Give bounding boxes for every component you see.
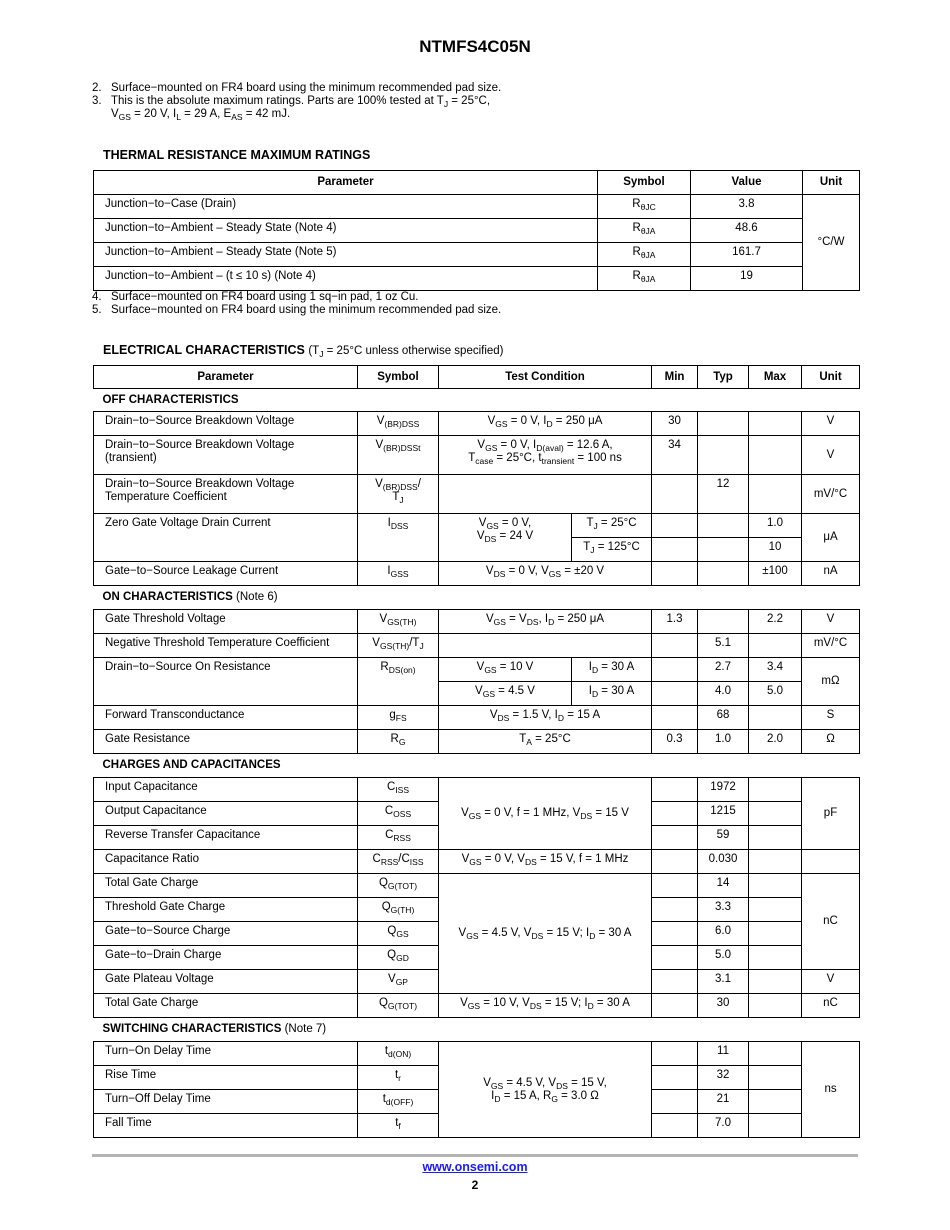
typ: 5.0 xyxy=(698,946,749,970)
max xyxy=(749,946,802,970)
min xyxy=(652,778,698,802)
symbol: $R_{DS(on)}$ xyxy=(358,658,439,706)
note-text: Surface−mounted on FR4 board using the minimum recommended pad size. xyxy=(111,82,502,94)
document-title: NTMFS4C05N xyxy=(419,37,531,56)
electrical-title-text: ELECTRICAL CHARACTERISTICS xyxy=(103,343,305,357)
symbol: $V_{(BR)DSSt}$ xyxy=(358,436,439,475)
section-title: ON CHARACTERISTICS xyxy=(102,591,233,603)
section-row xyxy=(94,754,860,778)
section-row xyxy=(94,1018,860,1042)
table-row xyxy=(94,514,860,538)
typ: 7.0 xyxy=(698,1114,749,1138)
test-condition: $T_A = 25^\circ C$ xyxy=(439,730,652,754)
table-row xyxy=(94,658,860,682)
min xyxy=(652,475,698,514)
note-5 xyxy=(92,304,501,317)
symbol: $t_f$ xyxy=(358,1114,439,1138)
value: 19 xyxy=(691,267,803,291)
min xyxy=(652,922,698,946)
table-row xyxy=(94,412,860,436)
test-condition: $V_{GS} = 4.5$ V, $V_{DS} = 15$ V; $I_D = 30$ A xyxy=(439,874,652,994)
typ xyxy=(698,562,749,586)
parameter: Input Capacitance xyxy=(94,778,358,802)
parameter: Turn−Off Delay Time xyxy=(94,1090,358,1114)
note-text: This is the absolute maximum ratings. Parts are 100% tested at $T_J = 25^\circ C$, $V_{GS} = 20$ V, $I_L = 29$ A, $E_{AS} = 42$ mJ. xyxy=(111,95,491,122)
sub-condition: $T_J = 25^\circ C$ xyxy=(572,514,652,538)
max xyxy=(749,1090,802,1114)
table-row xyxy=(94,850,860,874)
note-text: Surface−mounted on FR4 board using 1 sq−in pad, 1 oz Cu. xyxy=(111,291,419,303)
thermal-title: THERMAL RESISTANCE MAXIMUM RATINGS xyxy=(103,148,371,162)
test-condition: $V_{GS} = V_{DS}$, $I_D = 250$ μA xyxy=(439,610,652,634)
min xyxy=(652,1042,698,1066)
parameter: Total Gate Charge xyxy=(94,874,358,898)
footer-divider xyxy=(92,1154,858,1157)
symbol: $Q_{G(TOT)}$ xyxy=(358,994,439,1018)
note-2 xyxy=(92,82,501,95)
unit: ns xyxy=(802,1042,860,1138)
typ: 6.0 xyxy=(698,922,749,946)
header-value: Value xyxy=(691,171,803,195)
section-note: (Note 7) xyxy=(284,1023,327,1035)
table-row xyxy=(94,610,860,634)
max xyxy=(749,850,802,874)
table-row xyxy=(94,219,860,243)
min xyxy=(652,1090,698,1114)
typ: 12 xyxy=(698,475,749,514)
test-condition: $V_{GS} = 10$ V xyxy=(439,658,572,682)
value: 161.7 xyxy=(691,243,803,267)
symbol: $Q_{G(TOT)}$ xyxy=(358,874,439,898)
table-row xyxy=(94,778,860,802)
max: 5.0 xyxy=(749,682,802,706)
test-condition: $V_{GS} = 4.5$ V, $V_{DS} = 15$ V, $I_D = 15$ A, $R_G = 3.0$ Ω xyxy=(439,1042,652,1138)
min xyxy=(652,658,698,682)
unit: pF xyxy=(802,778,860,850)
typ: 1215 xyxy=(698,802,749,826)
test-condition: $V_{GS} = 4.5$ V xyxy=(439,682,572,706)
parameter: Output Capacitance xyxy=(94,802,358,826)
electrical-title-condition: ($T_J = 25^\circ C$ unless otherwise specified) xyxy=(308,345,504,359)
typ: 30 xyxy=(698,994,749,1018)
typ xyxy=(698,610,749,634)
parameter: Gate Plateau Voltage xyxy=(94,970,358,994)
symbol: $V_{(BR)DSS}/$ $T_J$ xyxy=(358,475,439,514)
symbol: $R_{\theta JA}$ xyxy=(598,267,691,291)
parameter: Total Gate Charge xyxy=(94,994,358,1018)
min: 34 xyxy=(652,436,698,475)
max: 10 xyxy=(749,538,802,562)
table-row xyxy=(94,874,860,898)
symbol: $V_{GS(TH)}/T_J$ xyxy=(358,634,439,658)
symbol: $Q_{GD}$ xyxy=(358,946,439,970)
table-row xyxy=(94,706,860,730)
typ: 59 xyxy=(698,826,749,850)
symbol: $Q_{G(TH)}$ xyxy=(358,898,439,922)
test-condition xyxy=(439,634,652,658)
max: 2.2 xyxy=(749,610,802,634)
header-max: Max xyxy=(749,366,802,389)
min xyxy=(652,826,698,850)
header-parameter: Parameter xyxy=(94,171,598,195)
note-number: 5. xyxy=(92,304,102,316)
min xyxy=(652,634,698,658)
typ xyxy=(698,436,749,475)
typ: 68 xyxy=(698,706,749,730)
table-row xyxy=(94,730,860,754)
table-row xyxy=(94,634,860,658)
table-row xyxy=(94,267,860,291)
typ: 11 xyxy=(698,1042,749,1066)
parameter: Drain−to−Source Breakdown Voltage (transient) xyxy=(94,436,358,475)
max xyxy=(749,898,802,922)
typ: 0.030 xyxy=(698,850,749,874)
symbol: $V_{(BR)DSS}$ xyxy=(358,412,439,436)
max xyxy=(749,706,802,730)
parameter: Gate−to−Source Charge xyxy=(94,922,358,946)
symbol: $R_{\theta JA}$ xyxy=(598,219,691,243)
parameter: Junction−to−Ambient – (t ≤ 10 s) (Note 4) xyxy=(94,267,598,291)
max xyxy=(749,802,802,826)
max: ±100 xyxy=(749,562,802,586)
unit: S xyxy=(802,706,860,730)
symbol: $g_{FS}$ xyxy=(358,706,439,730)
typ xyxy=(698,412,749,436)
note-number: 2. xyxy=(92,82,102,94)
typ xyxy=(698,538,749,562)
symbol: $C_{ISS}$ xyxy=(358,778,439,802)
symbol: $t_{d(OFF)}$ xyxy=(358,1090,439,1114)
max xyxy=(749,436,802,475)
max xyxy=(749,778,802,802)
min xyxy=(652,850,698,874)
min: 0.3 xyxy=(652,730,698,754)
unit: V xyxy=(802,970,860,994)
note-text: Surface−mounted on FR4 board using the minimum recommended pad size. xyxy=(111,304,502,316)
header-unit: Unit xyxy=(803,171,860,195)
table-row xyxy=(94,1042,860,1066)
header-parameter: Parameter xyxy=(94,366,358,389)
value: 3.8 xyxy=(691,195,803,219)
table-row xyxy=(94,195,860,219)
symbol: $R_G$ xyxy=(358,730,439,754)
test-condition: $V_{GS} = 10$ V, $V_{DS} = 15$ V; $I_D = 30$ A xyxy=(439,994,652,1018)
min: 1.3 xyxy=(652,610,698,634)
table-header-row xyxy=(94,366,860,389)
note-number: 3. xyxy=(92,95,102,107)
header-typ: Typ xyxy=(698,366,749,389)
unit: °C/W xyxy=(803,195,860,291)
max xyxy=(749,922,802,946)
website-link[interactable]: www.onsemi.com xyxy=(422,1160,528,1174)
unit xyxy=(802,850,860,874)
page-number: 2 xyxy=(471,1178,479,1192)
min: 30 xyxy=(652,412,698,436)
max xyxy=(749,1114,802,1138)
typ: 3.1 xyxy=(698,970,749,994)
test-condition: $V_{DS} = 1.5$ V, $I_D = 15$ A xyxy=(439,706,652,730)
electrical-title xyxy=(103,343,504,357)
note-number: 4. xyxy=(92,291,102,303)
typ: 2.7 xyxy=(698,658,749,682)
note-3 xyxy=(92,95,501,121)
max xyxy=(749,826,802,850)
min xyxy=(652,562,698,586)
min xyxy=(652,514,698,538)
parameter: Zero Gate Voltage Drain Current xyxy=(94,514,358,562)
symbol: $R_{\theta JA}$ xyxy=(598,243,691,267)
min xyxy=(652,538,698,562)
section-note: (Note 6) xyxy=(236,591,278,603)
symbol: $C_{RSS}$ xyxy=(358,826,439,850)
parameter: Negative Threshold Temperature Coefficient xyxy=(94,634,358,658)
test-condition: $V_{DS} = 0$ V, $V_{GS} = \pm 20$ V xyxy=(439,562,652,586)
max xyxy=(749,874,802,898)
header-symbol: Symbol xyxy=(598,171,691,195)
symbol: $C_{RSS}/C_{ISS}$ xyxy=(358,850,439,874)
section-switching xyxy=(94,1018,860,1042)
parameter: Turn−On Delay Time xyxy=(94,1042,358,1066)
test-condition: $V_{GS} = 0$ V, $I_{D(aval)} = 12.6$ A, $T_{case} = 25^\circ C$, $t_{transient} = 100$ ns xyxy=(439,436,652,475)
min xyxy=(652,898,698,922)
parameter: Drain−to−Source Breakdown Voltage xyxy=(94,412,358,436)
max xyxy=(749,634,802,658)
parameter: Gate Threshold Voltage xyxy=(94,610,358,634)
symbol: $R_{\theta JC}$ xyxy=(598,195,691,219)
section-row xyxy=(94,586,860,610)
parameter: Gate−to−Source Leakage Current xyxy=(94,562,358,586)
table-row xyxy=(94,243,860,267)
symbol: $C_{OSS}$ xyxy=(358,802,439,826)
section-row xyxy=(94,389,860,412)
parameter: Threshold Gate Charge xyxy=(94,898,358,922)
notes-thermal xyxy=(92,291,501,317)
typ: 5.1 xyxy=(698,634,749,658)
min xyxy=(652,970,698,994)
min xyxy=(652,946,698,970)
min xyxy=(652,1114,698,1138)
typ: 32 xyxy=(698,1066,749,1090)
notes-top xyxy=(92,82,501,121)
min xyxy=(652,1066,698,1090)
thermal-table xyxy=(93,170,860,291)
symbol: $I_{DSS}$ xyxy=(358,514,439,562)
min xyxy=(652,994,698,1018)
parameter: Drain−to−Source Breakdown Voltage Temperature Coefficient xyxy=(94,475,358,514)
test-condition xyxy=(439,475,652,514)
typ: 21 xyxy=(698,1090,749,1114)
sub-condition: $I_D = 30$ A xyxy=(572,682,652,706)
test-condition: $V_{GS} = 0$ V, f = 1 MHz, $V_{DS} = 15$ V xyxy=(439,778,652,850)
parameter: Junction−to−Ambient – Steady State (Note 5) xyxy=(94,243,598,267)
unit: nA xyxy=(802,562,860,586)
sub-condition: $I_D = 30$ A xyxy=(572,658,652,682)
min xyxy=(652,802,698,826)
test-condition: $V_{GS} = 0$ V, $I_D = 250$ μA xyxy=(439,412,652,436)
typ: 3.3 xyxy=(698,898,749,922)
table-row xyxy=(94,475,860,514)
max xyxy=(749,412,802,436)
unit: μA xyxy=(802,514,860,562)
unit: mΩ xyxy=(802,658,860,706)
symbol: $t_r$ xyxy=(358,1066,439,1090)
parameter: Rise Time xyxy=(94,1066,358,1090)
section-on xyxy=(94,586,860,610)
max: 3.4 xyxy=(749,658,802,682)
symbol: $V_{GS(TH)}$ xyxy=(358,610,439,634)
unit: Ω xyxy=(802,730,860,754)
min xyxy=(652,706,698,730)
max xyxy=(749,1042,802,1066)
parameter: Capacitance Ratio xyxy=(94,850,358,874)
max xyxy=(749,475,802,514)
parameter: Forward Transconductance xyxy=(94,706,358,730)
symbol: $V_{GP}$ xyxy=(358,970,439,994)
min xyxy=(652,682,698,706)
unit: V xyxy=(802,412,860,436)
typ: 14 xyxy=(698,874,749,898)
table-header-row xyxy=(94,171,860,195)
table-row xyxy=(94,562,860,586)
symbol: $I_{GSS}$ xyxy=(358,562,439,586)
note-4 xyxy=(92,291,501,304)
min xyxy=(652,874,698,898)
parameter: Fall Time xyxy=(94,1114,358,1138)
test-condition: $V_{GS} = 0$ V, $V_{DS} = 15$ V, f = 1 MHz xyxy=(439,850,652,874)
max xyxy=(749,994,802,1018)
section-charges: CHARGES AND CAPACITANCES xyxy=(94,754,860,778)
table-row xyxy=(94,436,860,475)
max xyxy=(749,970,802,994)
value: 48.6 xyxy=(691,219,803,243)
footer-link-container xyxy=(0,1160,950,1174)
typ: 1972 xyxy=(698,778,749,802)
parameter: Reverse Transfer Capacitance xyxy=(94,826,358,850)
max: 1.0 xyxy=(749,514,802,538)
unit: mV/°C xyxy=(802,634,860,658)
parameter: Junction−to−Ambient – Steady State (Note 4) xyxy=(94,219,598,243)
electrical-table xyxy=(93,365,860,1138)
symbol: $t_{d(ON)}$ xyxy=(358,1042,439,1066)
max xyxy=(749,1066,802,1090)
unit: nC xyxy=(802,874,860,970)
parameter: Junction−to−Case (Drain) xyxy=(94,195,598,219)
unit: V xyxy=(802,610,860,634)
parameter: Drain−to−Source On Resistance xyxy=(94,658,358,706)
header-symbol: Symbol xyxy=(358,366,439,389)
max: 2.0 xyxy=(749,730,802,754)
symbol: $Q_{GS}$ xyxy=(358,922,439,946)
section-off: OFF CHARACTERISTICS xyxy=(94,389,860,412)
typ xyxy=(698,514,749,538)
typ: 1.0 xyxy=(698,730,749,754)
sub-condition: $T_J = 125^\circ C$ xyxy=(572,538,652,562)
header-min: Min xyxy=(652,366,698,389)
unit: mV/°C xyxy=(802,475,860,514)
typ: 4.0 xyxy=(698,682,749,706)
unit: nC xyxy=(802,994,860,1018)
header-test-condition: Test Condition xyxy=(439,366,652,389)
table-row xyxy=(94,994,860,1018)
section-title: SWITCHING CHARACTERISTICS xyxy=(102,1023,282,1035)
parameter: Gate Resistance xyxy=(94,730,358,754)
unit: V xyxy=(802,436,860,475)
test-condition: $V_{GS} = 0$ V, $V_{DS} = 24$ V xyxy=(439,514,572,562)
header-unit: Unit xyxy=(802,366,860,389)
parameter: Gate−to−Drain Charge xyxy=(94,946,358,970)
